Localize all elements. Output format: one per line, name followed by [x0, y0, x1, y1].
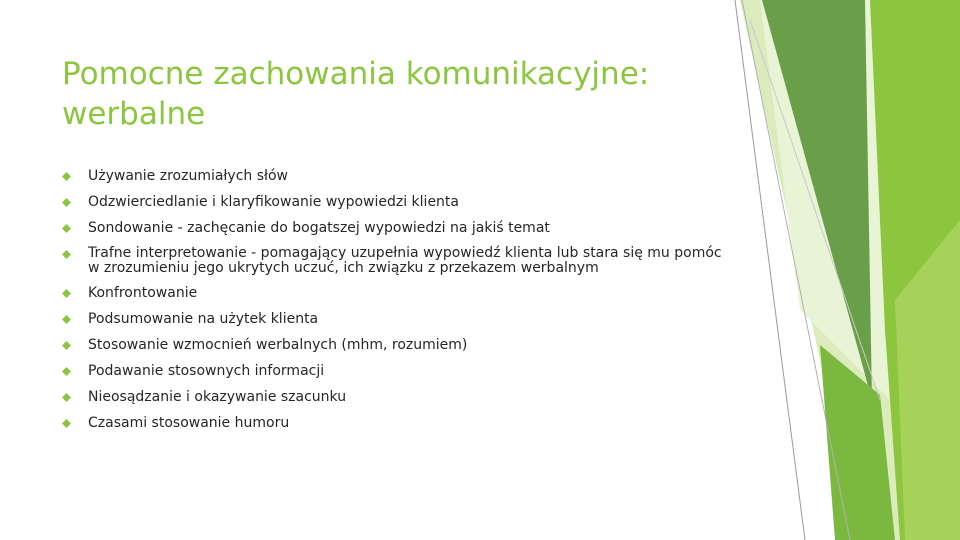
diamond-bullet-icon	[62, 289, 71, 298]
list-item	[62, 285, 722, 301]
bullet-text: Czasami stosowanie humoru	[88, 415, 290, 431]
diamond-bullet-icon	[62, 393, 71, 402]
list-item	[62, 311, 722, 327]
bullet-text: Stosowanie wzmocnień werbalnych (mhm, rozumiem)	[88, 337, 468, 353]
bullet-text: Odzwierciedlanie i klaryfikowanie wypowiedzi klienta	[88, 194, 459, 210]
diamond-bullet-icon	[62, 250, 71, 259]
bullet-text: Podawanie stosownych informacji	[88, 363, 325, 379]
list-item	[62, 246, 722, 276]
list-item	[62, 168, 722, 184]
bullet-text: Używanie zrozumiałych słów	[88, 168, 288, 184]
bullet-text: Konfrontowanie	[88, 285, 198, 301]
diamond-bullet-icon	[62, 172, 71, 181]
bullet-text: Sondowanie - zachęcanie do bogatszej wypowiedzi na jakiś temat	[88, 220, 550, 236]
diamond-bullet-icon	[62, 419, 71, 428]
list-item	[62, 337, 722, 353]
diamond-bullet-icon	[62, 341, 71, 350]
diamond-bullet-icon	[62, 198, 71, 207]
list-item	[62, 389, 722, 405]
diamond-bullet-icon	[62, 315, 71, 324]
diamond-bullet-icon	[62, 224, 71, 233]
bullet-text: Trafne interpretowanie - pomagający uzupełnia wypowiedź klienta lub stara się mu pomóc w zrozumieniu jego ukrytych uczuć, ich związku z przekazem werbalnym	[88, 245, 722, 276]
list-item	[62, 363, 722, 379]
diamond-bullet-icon	[62, 367, 71, 376]
bullet-text: Podsumowanie na użytek klienta	[88, 311, 319, 327]
list-item	[62, 415, 722, 431]
list-item	[62, 194, 722, 210]
list-item	[62, 220, 722, 236]
bullet-list	[62, 168, 722, 441]
bullet-text: Nieosądzanie i okazywanie szacunku	[88, 389, 347, 405]
slide-title: Pomocne zachowania komunikacyjne: werbalne	[62, 56, 650, 132]
